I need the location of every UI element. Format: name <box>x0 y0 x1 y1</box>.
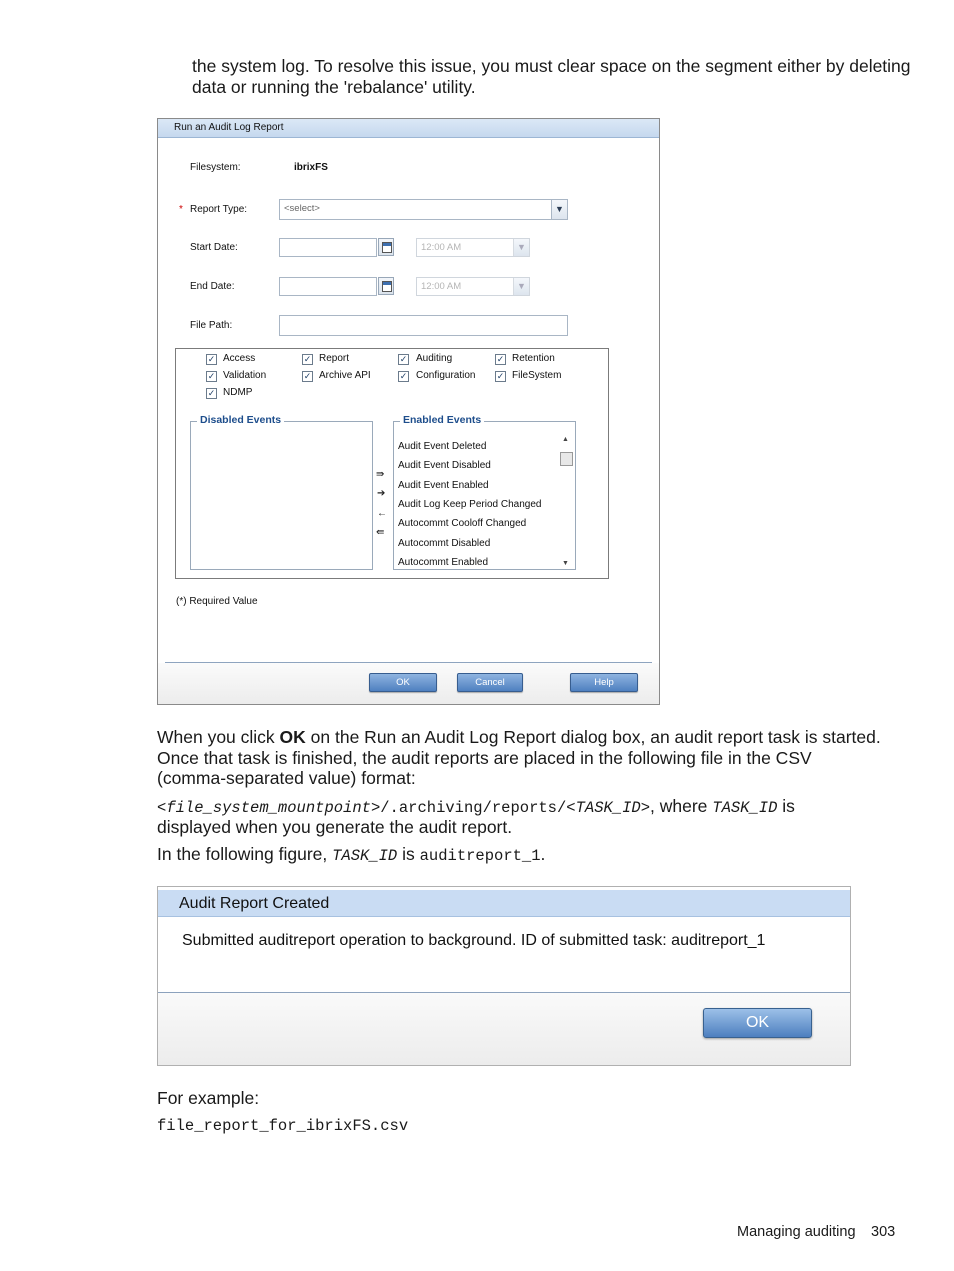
list-item[interactable]: Autocommt Enabled <box>398 557 489 568</box>
checkbox-label: Access <box>223 353 256 364</box>
checkbox-ndmp[interactable]: ✓ <box>207 388 216 398</box>
paragraph-line: displayed when you generate the audit report. <box>157 817 513 837</box>
for-example-label: For example: <box>157 1088 260 1108</box>
ok-button[interactable]: OK <box>703 1008 812 1038</box>
chevron-down-icon[interactable]: ▼ <box>513 239 529 256</box>
checkbox-access[interactable]: ✓ <box>207 354 216 364</box>
enabled-events-label: Enabled Events <box>400 414 484 426</box>
text: < <box>157 799 167 817</box>
checkbox-label: FileSystem <box>512 370 562 381</box>
dialog-title: Audit Report Created <box>179 895 330 912</box>
help-button[interactable]: Help <box>570 673 638 692</box>
checkbox-label: Validation <box>223 370 267 381</box>
checkbox-validation[interactable]: ✓ <box>207 371 216 381</box>
filesystem-label: Filesystem: <box>190 162 241 173</box>
dialog-title: Run an Audit Log Report <box>174 122 284 133</box>
checkbox-configuration[interactable]: ✓ <box>399 371 408 381</box>
audit-report-created-dialog <box>157 886 851 1066</box>
checkbox-label: Auditing <box>416 353 453 364</box>
dialog-titlebar <box>158 119 659 138</box>
intro-line-1: the system log. To resolve this issue, you must clear space on the segment either by deleting <box>192 56 911 76</box>
text: file_system_mountpoint <box>166 799 371 817</box>
text: , where <box>650 796 713 816</box>
list-item[interactable]: Audit Event Enabled <box>398 480 489 491</box>
text: on the Run an Audit Log Report dialog box, an audit report task is started. <box>305 727 881 747</box>
page-number: 303 <box>871 1224 896 1240</box>
report-type-label: Report Type: <box>190 204 248 215</box>
ok-button[interactable]: OK <box>369 673 437 692</box>
end-time-value: 12:00 AM <box>421 281 462 292</box>
list-item[interactable]: Autocommt Disabled <box>398 538 491 549</box>
list-item[interactable]: Audit Event Deleted <box>398 441 487 452</box>
enabled-events-list[interactable] <box>393 414 576 570</box>
start-date-calendar-icon[interactable] <box>378 238 394 256</box>
move-left-icon[interactable]: ← <box>377 508 387 519</box>
text: . <box>540 844 546 864</box>
checkbox-label: Configuration <box>416 370 476 381</box>
disabled-events-list[interactable] <box>190 414 373 570</box>
paragraph-line <box>157 844 545 867</box>
start-date-label: Start Date: <box>190 242 238 253</box>
checkbox-archive-api[interactable]: ✓ <box>303 371 312 381</box>
text: TASK_ID <box>575 799 641 817</box>
events-scrollbar[interactable] <box>560 438 573 567</box>
start-time-value: 12:00 AM <box>421 242 462 253</box>
filesystem-value: ibrixFS <box>294 162 328 173</box>
dialog-message: Submitted auditreport operation to background. ID of submitted task: auditreport_1 <box>182 932 766 949</box>
paragraph-line <box>157 727 881 748</box>
start-time-select[interactable] <box>416 238 530 257</box>
ok-term: OK <box>279 727 306 747</box>
checkbox-label: Report <box>319 353 350 364</box>
scroll-thumb[interactable] <box>560 452 573 466</box>
checkbox-filesystem[interactable]: ✓ <box>496 371 505 381</box>
move-right-icon[interactable]: ➔ <box>377 488 386 499</box>
move-all-right-icon[interactable]: ⇛ <box>376 469 385 480</box>
cancel-button[interactable]: Cancel <box>457 673 523 692</box>
required-note: (*) Required Value <box>176 596 258 607</box>
footer-section: Managing auditing <box>737 1224 856 1240</box>
text: >/.archiving/reports/< <box>370 799 576 817</box>
end-date-label: End Date: <box>190 281 235 292</box>
scroll-up-icon[interactable]: ▲ <box>562 436 569 443</box>
list-item[interactable]: Audit Event Disabled <box>398 460 491 471</box>
move-all-left-icon[interactable]: ⇚ <box>376 527 385 538</box>
text: is <box>397 844 420 864</box>
required-star: * <box>179 204 183 215</box>
disabled-events-label: Disabled Events <box>197 414 284 426</box>
event-categories-panel <box>175 348 609 579</box>
list-item[interactable]: Audit Log Keep Period Changed <box>398 499 542 510</box>
text: > <box>640 799 651 817</box>
paragraph-line: Once that task is finished, the audit reports are placed in the following file in the CSV <box>157 748 812 768</box>
file-path-label: File Path: <box>190 320 233 331</box>
checkbox-retention[interactable]: ✓ <box>496 354 505 364</box>
audit-log-report-dialog <box>157 118 660 705</box>
list-item[interactable]: Autocommt Cooloff Changed <box>398 518 527 529</box>
text: In the following figure, <box>157 844 333 864</box>
chevron-down-icon[interactable]: ▼ <box>513 278 529 295</box>
dialog-titlebar <box>158 890 850 917</box>
start-date-input[interactable] <box>279 238 377 257</box>
scroll-down-icon[interactable]: ▼ <box>562 560 569 567</box>
report-type-value: <select> <box>284 203 320 214</box>
file-path-input[interactable] <box>279 315 568 336</box>
report-type-select[interactable] <box>279 199 568 220</box>
checkbox-label: Retention <box>512 353 555 364</box>
example-filename: file_report_for_ibrixFS.csv <box>157 1117 409 1135</box>
checkbox-auditing[interactable]: ✓ <box>399 354 408 364</box>
end-date-input[interactable] <box>279 277 377 296</box>
dialog-footer <box>158 992 850 1065</box>
paragraph-line: (comma-separated value) format: <box>157 768 416 788</box>
checkbox-report[interactable]: ✓ <box>303 354 312 364</box>
text: When you click <box>157 727 280 747</box>
text: is <box>777 796 795 816</box>
task-id-value: auditreport_1 <box>419 847 541 865</box>
checkbox-label: Archive API <box>319 370 371 381</box>
path-line <box>157 796 795 819</box>
chevron-down-icon[interactable]: ▼ <box>551 200 567 219</box>
path-code <box>157 799 650 817</box>
task-id-term: TASK_ID <box>712 799 778 817</box>
intro-line-2: data or running the 'rebalance' utility. <box>192 77 476 97</box>
task-id-term: TASK_ID <box>332 847 398 865</box>
checkbox-label: NDMP <box>223 387 253 398</box>
end-date-calendar-icon[interactable] <box>378 277 394 295</box>
end-time-select[interactable] <box>416 277 530 296</box>
